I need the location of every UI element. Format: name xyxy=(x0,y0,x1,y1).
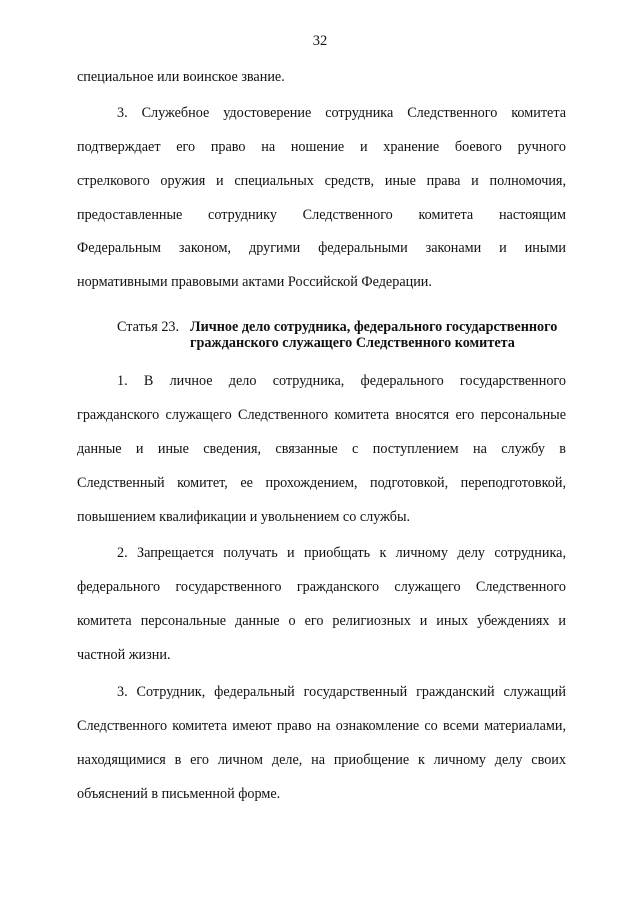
text-line: 3. Служебное удостоверение сотрудника Следственного комитета xyxy=(117,105,566,121)
text-line: объяснений в письменной форме. xyxy=(77,786,281,802)
text-line: повышением квалификации и увольнением со службы. xyxy=(77,509,411,525)
text-line: предоставленные сотруднику Следственного комитета настоящим xyxy=(77,207,566,223)
text-line: подтверждает его право на ношение и хранение боевого ручного xyxy=(77,139,566,155)
text-line: комитета персональные данные о его религиозных и иных убеждениях и xyxy=(77,613,566,629)
text-line: нормативными правовыми актами Российской Федерации. xyxy=(77,274,432,290)
text-line: находящимися в его личном деле, на приобщение к личному делу своих xyxy=(77,752,566,768)
page-number: 32 xyxy=(312,33,328,49)
text-line: Федеральным законом, другими федеральными законами и иными xyxy=(77,240,566,256)
text-line: 1. В личное дело сотрудника, федерального государственного xyxy=(117,373,566,389)
text-line: Следственного комитета имеют право на ознакомление со всеми материалами, xyxy=(77,718,566,734)
article-label: Статья 23. xyxy=(117,319,180,335)
text-line: специальное или воинское звание. xyxy=(77,69,285,85)
text-line: Следственный комитет, ее прохождением, подготовкой, переподготовкой, xyxy=(77,475,566,491)
text-line: федерального государственного гражданского служащего Следственного xyxy=(77,579,566,595)
text-line: 3. Сотрудник, федеральный государственный гражданский служащий xyxy=(117,684,566,700)
article-title-line: Личное дело сотрудника, федерального государственного xyxy=(190,319,558,335)
text-line: стрелкового оружия и специальных средств, иные права и полномочия, xyxy=(77,173,566,189)
text-line: данные и иные сведения, связанные с поступлением на службу в xyxy=(77,441,566,457)
article-title-line: гражданского служащего Следственного комитета xyxy=(190,335,515,351)
text-line: гражданского служащего Следственного комитета вносятся его персональные xyxy=(77,407,566,423)
text-line: 2. Запрещается получать и приобщать к личному делу сотрудника, xyxy=(117,545,566,561)
text-line: частной жизни. xyxy=(77,647,171,663)
